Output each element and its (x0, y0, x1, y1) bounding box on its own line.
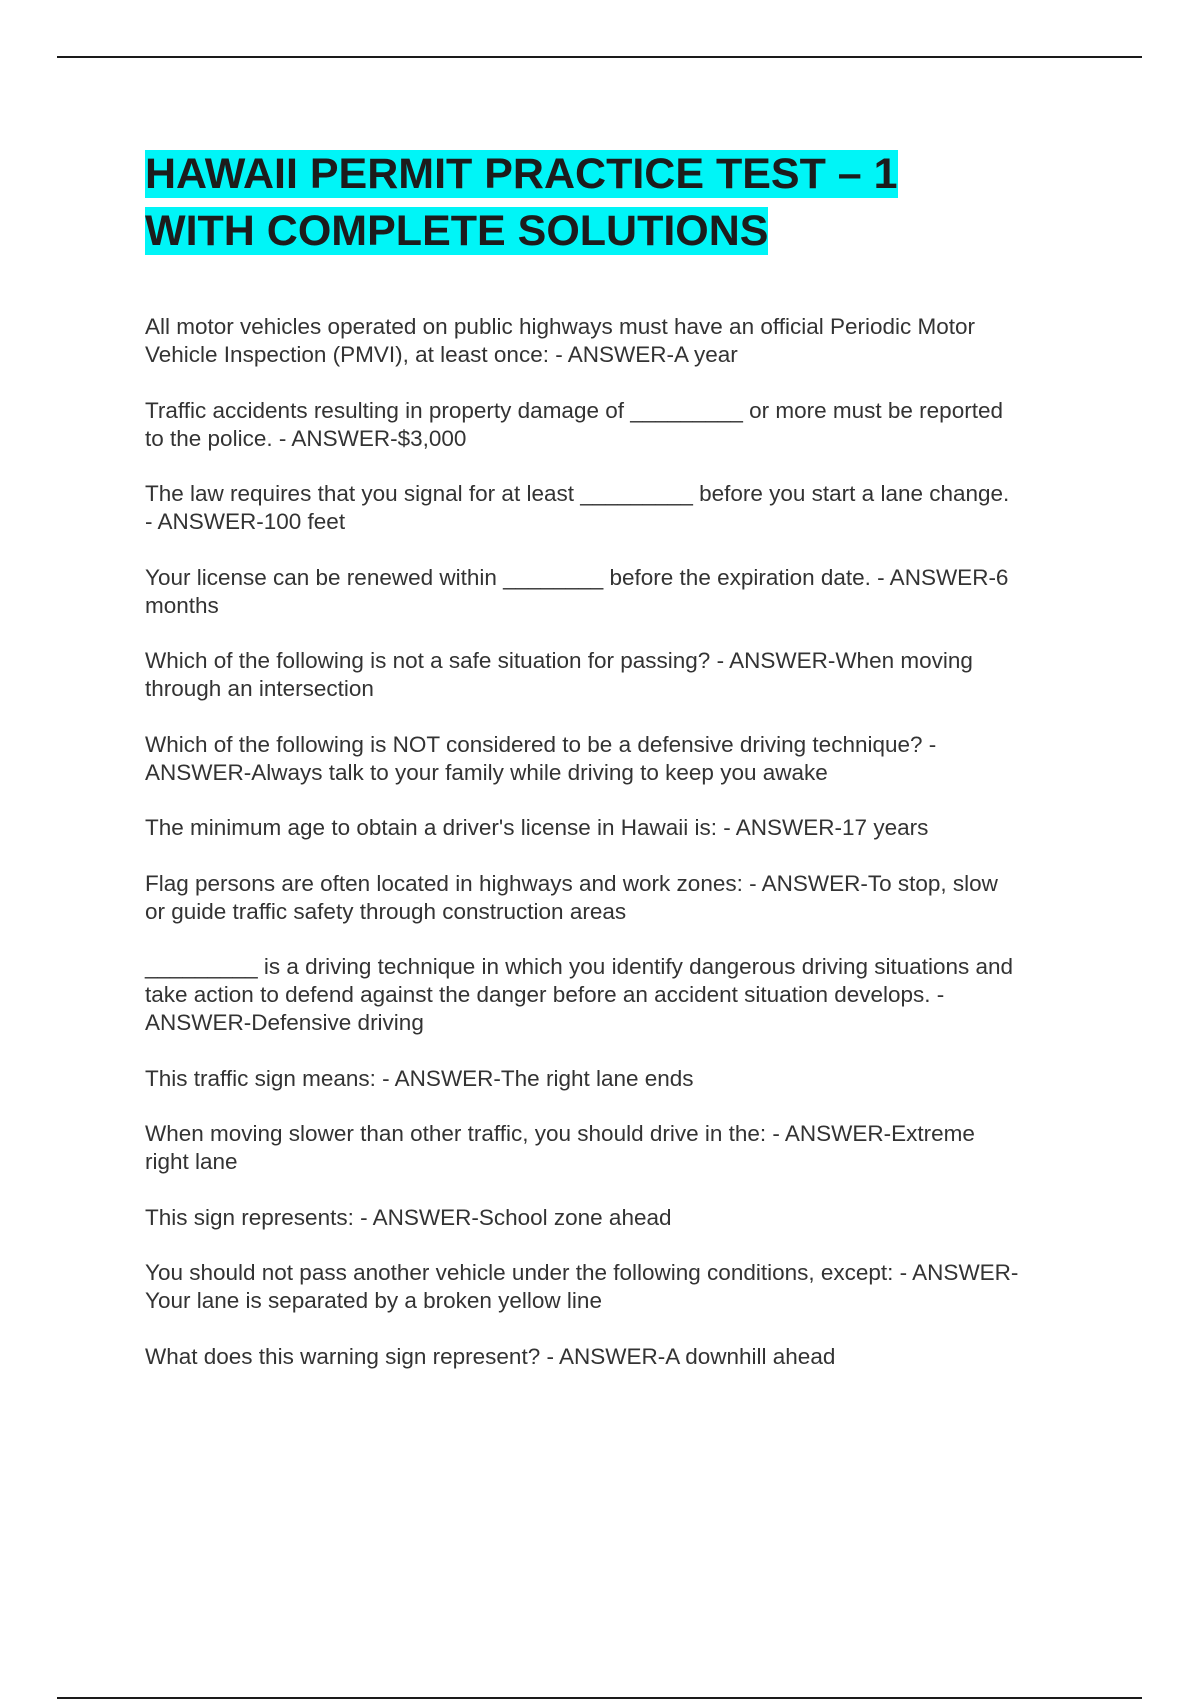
question-item: You should not pass another vehicle under the following conditions, except: - ANSWER- Your lane is separated by a broken yellow line (145, 1260, 1019, 1313)
question-item: What does this warning sign represent? - ANSWER-A downhill ahead (145, 1343, 836, 1369)
question-item: This sign represents: - ANSWER-School zone ahead (145, 1204, 672, 1230)
question-item: Which of the following is NOT considered to be a defensive driving technique? - ANSWER-Always talk to your family while driving to keep you awake (145, 731, 937, 785)
question-item: Traffic accidents resulting in property damage of _________ or more must be reported to the police. - ANSWER-$3,000 (145, 397, 1003, 451)
top-rule (57, 56, 1142, 58)
title-line-2: WITH COMPLETE SOLUTIONS (145, 207, 769, 255)
question-item: Which of the following is not a safe situation for passing? - ANSWER-When moving through an intersection (145, 648, 973, 701)
question-item: The minimum age to obtain a driver's license in Hawaii is: - ANSWER-17 years (145, 815, 929, 840)
question-item: When moving slower than other traffic, you should drive in the: - ANSWER-Extreme right lane (145, 1121, 975, 1174)
question-item: The law requires that you signal for at least _________ before you start a lane change. - ANSWER-100 feet (145, 481, 1010, 534)
question-item: All motor vehicles operated on public highways must have an official Periodic Motor Vehicle Inspection (PMVI), at least once: - ANSWER-A year (145, 314, 976, 367)
document-title (145, 146, 1095, 260)
title-line-1: HAWAII PERMIT PRACTICE TEST – 1 (145, 150, 898, 198)
question-item: Flag persons are often located in highways and work zones: - ANSWER-To stop, slow or guide traffic safety through construction areas (145, 870, 998, 924)
question-list (145, 313, 1095, 1371)
question-item: _________ is a driving technique in which you identify dangerous driving situations and take action to defend against the danger before an accident situation develops. - ANSWER-Defensive driving (145, 954, 1014, 1035)
document-body (145, 146, 1095, 1398)
question-item: Your license can be renewed within ________ before the expiration date. - ANSWER-6 months (145, 564, 1009, 618)
question-item: This traffic sign means: - ANSWER-The right lane ends (145, 1065, 694, 1091)
bottom-rule (57, 1697, 1142, 1699)
